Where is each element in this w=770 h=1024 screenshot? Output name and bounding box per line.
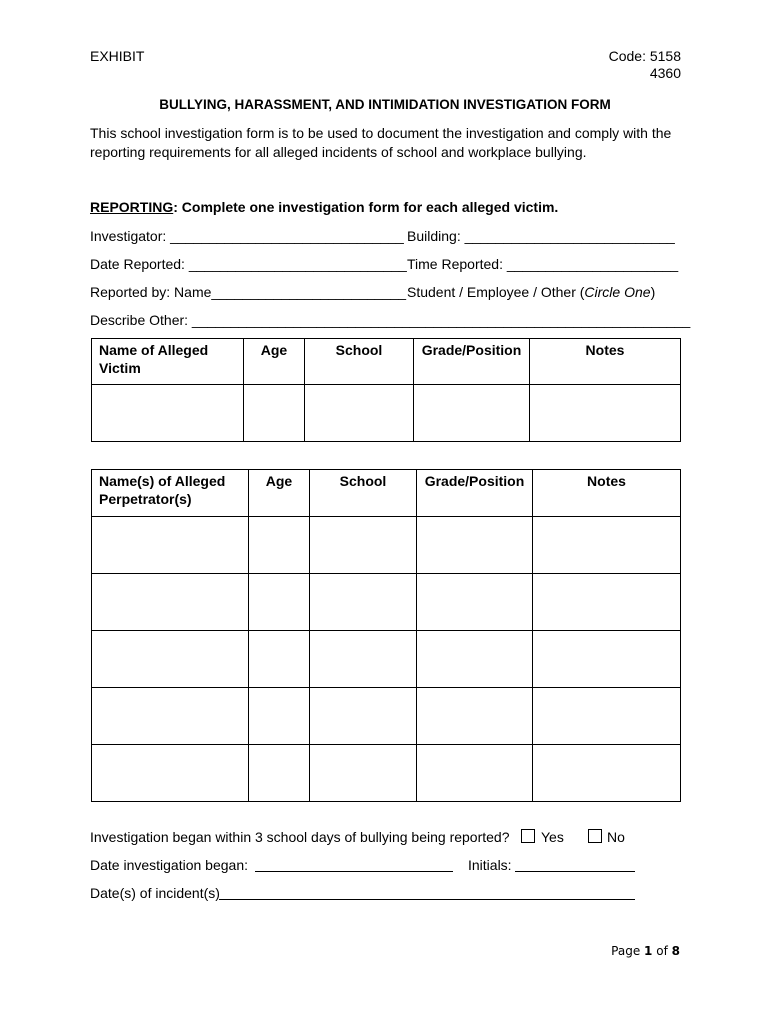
perpetrator-notes-cell[interactable]	[533, 745, 681, 802]
dates-of-incident-line[interactable]	[219, 899, 635, 900]
page-total: 8	[671, 944, 680, 958]
reporting-text: : Complete one investigation form for each alleged victim.	[173, 199, 559, 215]
perpetrator-age-cell[interactable]	[249, 631, 310, 688]
page-of: of	[656, 944, 668, 958]
perpetrator-grade-cell[interactable]	[417, 688, 533, 745]
perpetrator-school-cell[interactable]	[310, 574, 417, 631]
perpetrator-header-grade: Grade/Position	[417, 470, 533, 517]
table-row	[92, 688, 681, 745]
investigator-field[interactable]: Investigator: ______________________________	[90, 228, 404, 244]
reporting-instruction	[90, 199, 558, 215]
reporter-type-field[interactable]	[407, 284, 655, 300]
date-reported-field[interactable]: Date Reported: ____________________________	[90, 256, 407, 272]
perpetrator-school-cell[interactable]	[310, 688, 417, 745]
perpetrator-name-cell[interactable]	[92, 631, 249, 688]
time-reported-field[interactable]: Time Reported: ______________________	[407, 256, 679, 272]
perpetrator-name-cell[interactable]	[92, 745, 249, 802]
perpetrator-header-school: School	[310, 470, 417, 517]
intro-line-2: reporting requirements for all alleged incidents of school and workplace bullying.	[90, 144, 587, 160]
victim-notes-cell[interactable]	[530, 385, 681, 442]
victim-age-cell[interactable]	[244, 385, 305, 442]
perpetrator-name-cell[interactable]	[92, 574, 249, 631]
perpetrator-school-cell[interactable]	[310, 517, 417, 574]
date-began-line[interactable]	[255, 871, 453, 872]
victim-header-name: Name of Alleged Victim	[92, 339, 244, 385]
perpetrator-header-notes: Notes	[533, 470, 681, 517]
reporter-type-options: Student / Employee / Other (	[407, 284, 585, 300]
close-paren: )	[650, 284, 656, 300]
table-row	[92, 631, 681, 688]
perpetrator-school-cell[interactable]	[310, 745, 417, 802]
victim-header-school: School	[305, 339, 414, 385]
perpetrator-notes-cell[interactable]	[533, 574, 681, 631]
building-field[interactable]: Building: ___________________________	[407, 228, 675, 244]
perpetrator-grade-cell[interactable]	[417, 517, 533, 574]
perpetrator-grade-cell[interactable]	[417, 574, 533, 631]
victim-school-cell[interactable]	[305, 385, 414, 442]
code-line-2: 4360	[649, 65, 681, 81]
dates-of-incident-label: Date(s) of incident(s)	[90, 885, 220, 901]
intro-line-1: This school investigation form is to be used to document the investigation and comply with the	[90, 125, 672, 141]
perpetrator-header-row	[92, 470, 681, 517]
victim-header-grade: Grade/Position	[414, 339, 530, 385]
yes-label: Yes	[541, 829, 564, 845]
circle-one-hint: Circle One	[584, 284, 651, 300]
perpetrator-school-cell[interactable]	[310, 631, 417, 688]
describe-other-field[interactable]: Describe Other: ________________________________________________________________	[90, 312, 691, 328]
exhibit-label: EXHIBIT	[90, 48, 145, 64]
yes-checkbox[interactable]	[521, 829, 535, 843]
no-label: No	[607, 829, 625, 845]
perpetrator-header-age: Age	[249, 470, 310, 517]
table-row	[92, 517, 681, 574]
reporting-label: REPORTING	[90, 199, 174, 215]
perpetrator-name-cell[interactable]	[92, 517, 249, 574]
investigation-question: Investigation began within 3 school days of bullying being reported?	[90, 829, 510, 845]
victim-header-notes: Notes	[530, 339, 681, 385]
page-label: Page	[611, 944, 641, 958]
form-title: BULLYING, HARASSMENT, AND INTIMIDATION INVESTIGATION FORM	[159, 97, 611, 112]
victim-header-row	[92, 339, 681, 385]
table-row	[92, 385, 681, 442]
victim-grade-cell[interactable]	[414, 385, 530, 442]
page-indicator	[611, 944, 680, 958]
victim-header-age: Age	[244, 339, 305, 385]
perpetrator-age-cell[interactable]	[249, 517, 310, 574]
perpetrator-age-cell[interactable]	[249, 745, 310, 802]
table-row	[92, 745, 681, 802]
perpetrator-notes-cell[interactable]	[533, 631, 681, 688]
perpetrator-table	[91, 469, 681, 802]
initials-line[interactable]	[515, 871, 635, 872]
initials-label: Initials:	[468, 857, 512, 873]
perpetrator-name-cell[interactable]	[92, 688, 249, 745]
perpetrator-notes-cell[interactable]	[533, 688, 681, 745]
page-number: 1	[644, 944, 653, 958]
table-row	[92, 574, 681, 631]
perpetrator-age-cell[interactable]	[249, 688, 310, 745]
reported-by-field[interactable]: Reported by: Name_________________________	[90, 284, 407, 300]
perpetrator-grade-cell[interactable]	[417, 631, 533, 688]
victim-table	[91, 338, 681, 442]
date-began-label: Date investigation began:	[90, 857, 248, 873]
perpetrator-age-cell[interactable]	[249, 574, 310, 631]
no-checkbox[interactable]	[588, 829, 602, 843]
perpetrator-grade-cell[interactable]	[417, 745, 533, 802]
code-line-1: Code: 5158	[608, 48, 681, 64]
perpetrator-notes-cell[interactable]	[533, 517, 681, 574]
perpetrator-header-name: Name(s) of Alleged Perpetrator(s)	[92, 470, 249, 517]
victim-name-cell[interactable]	[92, 385, 244, 442]
